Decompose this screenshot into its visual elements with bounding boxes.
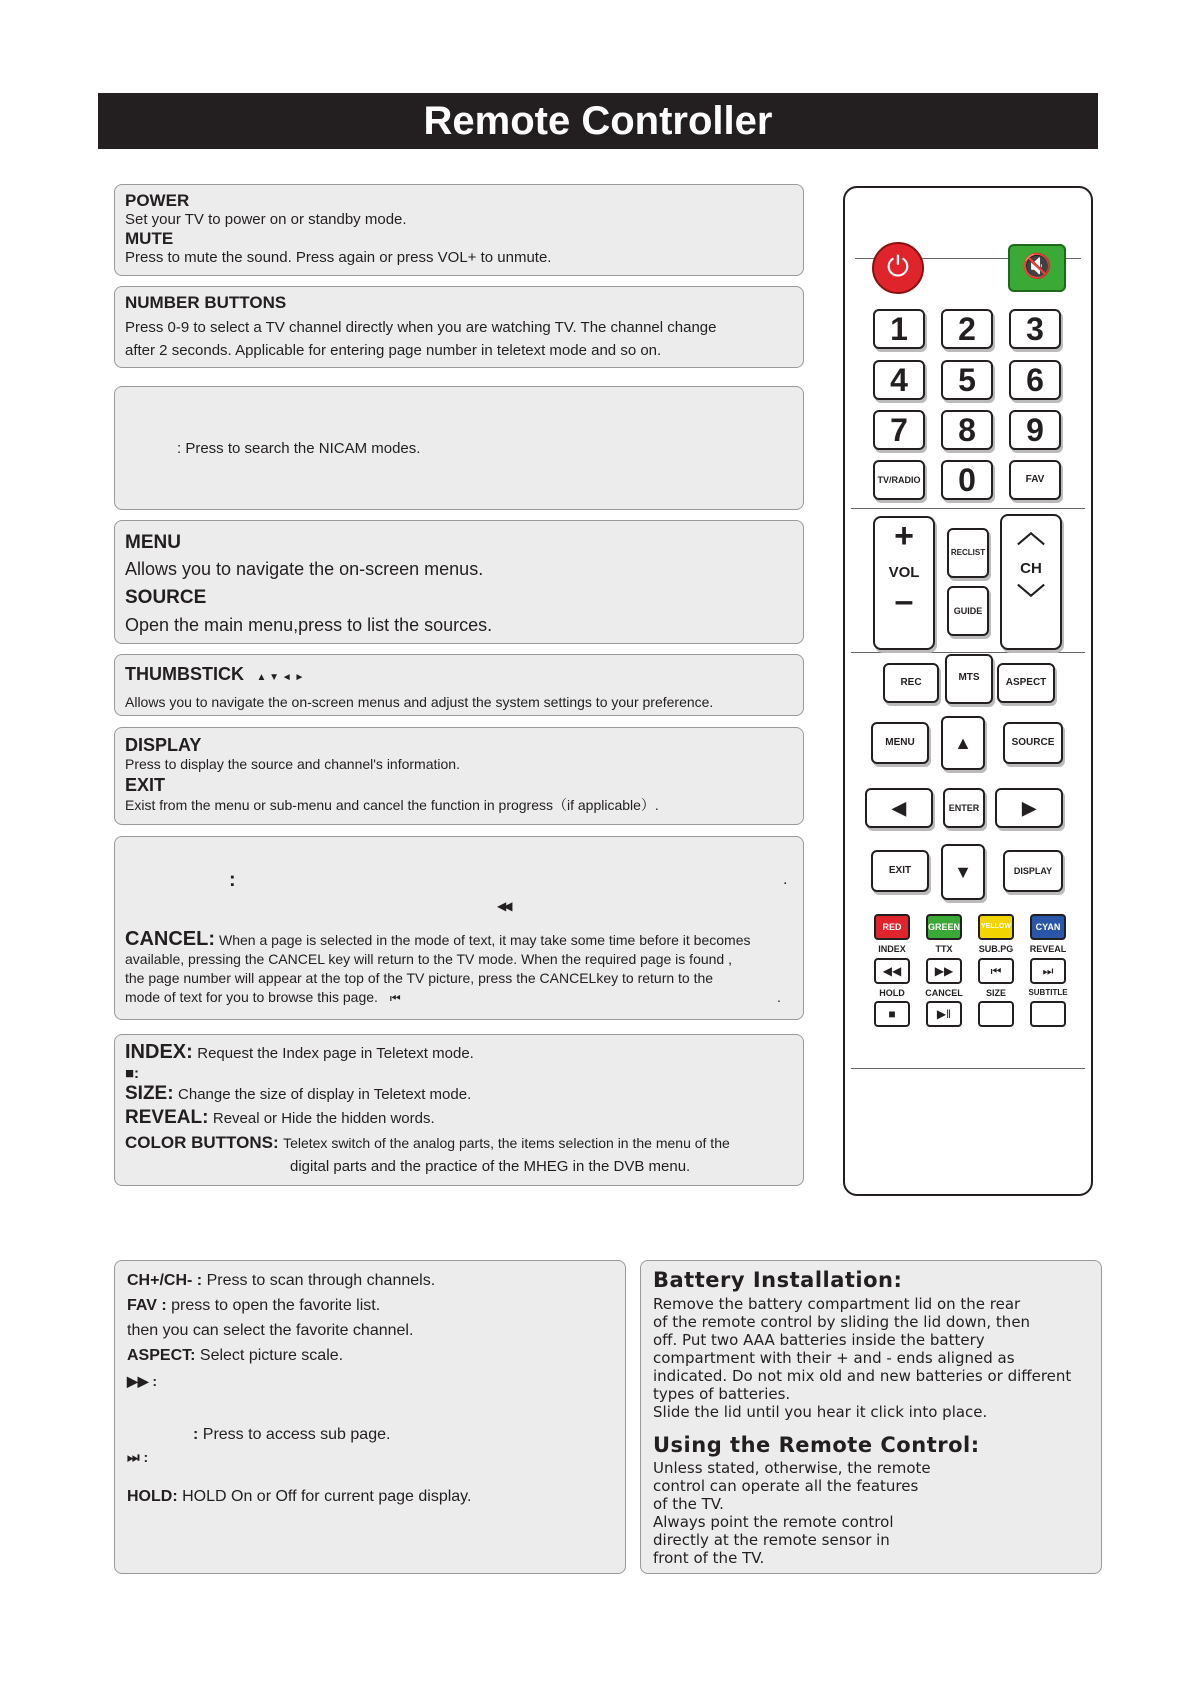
page-title: Remote Controller	[98, 93, 1098, 149]
remote-control	[843, 186, 1093, 1196]
cancel-text-1: When a page is selected in the mode of text, it may take some time before it becomes	[219, 932, 751, 948]
num-0-button[interactable]: 0	[941, 460, 993, 500]
nicam-text: : Press to search the NICAM modes.	[177, 440, 421, 457]
num-4-button[interactable]: 4	[873, 360, 925, 400]
green-button[interactable]: GREEN	[926, 914, 962, 940]
reveal-heading: REVEAL:	[125, 1107, 209, 1128]
num-1-button[interactable]: 1	[873, 309, 925, 349]
cancel-line-1	[125, 929, 801, 950]
right-button[interactable]: ▶	[995, 788, 1063, 828]
next-button[interactable]: ⏭	[1030, 958, 1066, 984]
number-text-2: after 2 seconds. Applicable for entering page number in teletext mode and so on.	[125, 342, 662, 359]
guide-button[interactable]: GUIDE	[947, 586, 989, 636]
cancel-label: CANCEL	[925, 988, 963, 998]
power-text: Set your TV to power on or standby mode.	[125, 211, 407, 228]
fast-forward-button[interactable]: ▶▶	[926, 958, 962, 984]
display-text: Press to display the source and channel's information.	[125, 756, 460, 772]
num-2-button[interactable]: 2	[941, 309, 993, 349]
fav-row	[127, 1293, 613, 1319]
aspect-row	[127, 1343, 613, 1369]
thumbstick-text: Allows you to navigate the on-screen menus and adjust the system settings to your preference.	[125, 694, 714, 710]
mts-button[interactable]: MTS	[945, 654, 993, 704]
fav-button[interactable]: FAV	[1009, 460, 1061, 500]
color-text-1: Teletex switch of the analog parts, the items selection in the menu of the	[283, 1135, 730, 1151]
number-heading: NUMBER BUTTONS	[125, 293, 287, 312]
power-heading: POWER	[125, 191, 190, 210]
source-heading: SOURCE	[125, 587, 207, 608]
left-button[interactable]: ◀	[865, 788, 933, 828]
channels-box	[114, 1260, 626, 1574]
stop-icon: ■:	[125, 1065, 140, 1082]
hold-text: HOLD On or Off for current page display.	[182, 1488, 472, 1505]
hold-label: HOLD	[879, 988, 905, 998]
menu-heading: MENU	[125, 532, 181, 553]
battery-line: Remove the battery compartment lid on the rear	[653, 1295, 1021, 1313]
cancel-heading: CANCEL:	[125, 928, 215, 950]
num-3-button[interactable]: 3	[1009, 309, 1061, 349]
cancel-box	[114, 836, 804, 1020]
sub-page-row	[127, 1423, 613, 1447]
red-button[interactable]: RED	[874, 914, 910, 940]
cancel-text-block	[125, 929, 801, 1008]
channel-rocker[interactable]	[1000, 514, 1062, 650]
reclist-button[interactable]: RECLIST	[947, 528, 989, 578]
exit-button[interactable]: EXIT	[871, 850, 929, 892]
fav-text: press to open the favorite list.	[171, 1297, 381, 1314]
up-button[interactable]: ▲	[941, 716, 985, 770]
color-row	[125, 1131, 793, 1156]
mute-text: Press to mute the sound. Press again or press VOL+ to unmute.	[125, 249, 552, 266]
aspect-button[interactable]: ASPECT	[997, 663, 1055, 703]
hold-row	[127, 1485, 613, 1509]
nicam-box	[114, 386, 804, 510]
index-heading: INDEX:	[125, 1041, 193, 1063]
yellow-button[interactable]: YELLOW	[978, 914, 1014, 940]
mute-button[interactable]: 🔇	[1008, 244, 1066, 292]
hold-heading: HOLD:	[127, 1488, 178, 1505]
enter-button[interactable]: ENTER	[943, 788, 985, 828]
battery-line: indicated. Do not mix old and new batteries or different	[653, 1367, 1072, 1385]
num-7-button[interactable]: 7	[873, 410, 925, 450]
sub-page-colon: :	[193, 1426, 199, 1443]
num-6-button[interactable]: 6	[1009, 360, 1061, 400]
color-heading: COLOR BUTTONS:	[125, 1133, 279, 1152]
display-button[interactable]: DISPLAY	[1003, 850, 1063, 892]
thumbstick-arrows: ▲ ▼ ◄ ►	[256, 672, 305, 683]
remote-divider-1	[851, 508, 1085, 509]
battery-line: compartment with their + and - ends aligned as	[653, 1349, 1015, 1367]
using-line: directly at the remote sensor in	[653, 1531, 890, 1549]
cancel-colon: :	[229, 869, 236, 891]
ch-down-icon[interactable]: ﹀	[1016, 583, 1045, 614]
rewind-icon: ◀◀	[497, 899, 510, 913]
using-line: front of the TV.	[653, 1549, 765, 1567]
fast-forward-icon: ▶▶ :	[127, 1373, 158, 1389]
aspect-heading: ASPECT:	[127, 1347, 196, 1364]
size-label: SIZE	[985, 988, 1006, 998]
tv-radio-button[interactable]: TV/RADIO	[873, 460, 925, 500]
number-buttons-box	[114, 286, 804, 368]
size-heading: SIZE:	[125, 1083, 174, 1104]
vol-down-icon[interactable]: –	[894, 582, 914, 620]
fav-heading: FAV :	[127, 1297, 167, 1314]
num-8-button[interactable]: 8	[941, 410, 993, 450]
battery-text	[653, 1295, 1089, 1421]
thumbstick-heading: THUMBSTICK	[125, 664, 244, 684]
cancel-line-4	[125, 988, 801, 1008]
ch-row	[127, 1269, 613, 1293]
battery-line: off. Put two AAA batteries inside the battery	[653, 1331, 985, 1349]
remote-divider-2	[851, 652, 1085, 653]
subtitle-label: SUBTITLE	[1028, 988, 1068, 997]
number-text-1: Press 0-9 to select a TV channel directly when you are watching TV. The channel change	[125, 319, 717, 336]
mute-heading: MUTE	[125, 229, 174, 248]
num-5-button[interactable]: 5	[941, 360, 993, 400]
menu-source-box	[114, 520, 804, 644]
next-icon: ⏭ :	[127, 1449, 149, 1465]
source-text: Open the main menu,press to list the sources.	[125, 615, 493, 635]
cancel-period-2: .	[777, 989, 781, 1005]
rec-button[interactable]: REC	[883, 663, 939, 703]
rewind-button[interactable]: ◀◀	[874, 958, 910, 984]
size-button[interactable]	[978, 1001, 1014, 1027]
exit-text: Exist from the menu or sub-menu and cancel the function in progress（if applicable）.	[125, 797, 659, 813]
index-text: Request the Index page in Teletext mode.	[197, 1045, 474, 1062]
menu-button[interactable]: MENU	[871, 722, 929, 764]
battery-box	[640, 1260, 1102, 1574]
cancel-text-2: available, pressing the CANCEL key will return to the TV mode. When the required page is found ,	[125, 951, 732, 967]
battery-line: Slide the lid until you hear it click into place.	[653, 1403, 988, 1421]
subtitle-button[interactable]	[1030, 1001, 1066, 1027]
ch-heading: CH+/CH- :	[127, 1272, 203, 1289]
vol-label: VOL	[888, 564, 920, 581]
using-line: of the TV.	[653, 1495, 724, 1513]
power-button[interactable]: ⏻	[872, 242, 924, 294]
remote-divider-3	[851, 1068, 1085, 1069]
ttx-label: TTX	[935, 944, 953, 954]
ch-text: Press to scan through channels.	[206, 1272, 436, 1289]
using-line: control can operate all the features	[653, 1477, 919, 1495]
reveal-row	[125, 1106, 793, 1131]
down-button[interactable]: ▼	[941, 844, 985, 900]
battery-line: of the remote control by sliding the lid down, then	[653, 1313, 1031, 1331]
battery-heading: Battery Installation:	[653, 1268, 903, 1292]
sub-page-text: Press to access sub page.	[202, 1426, 391, 1443]
thumbstick-box	[114, 654, 804, 716]
battery-line: types of batteries.	[653, 1385, 791, 1403]
subpg-label: SUB.PG	[978, 944, 1014, 954]
num-9-button[interactable]: 9	[1009, 410, 1061, 450]
cancel-text-4: mode of text for you to browse this page.	[125, 989, 378, 1005]
using-text	[653, 1459, 1089, 1567]
power-mute-box	[114, 184, 804, 276]
ch-label: CH	[1020, 560, 1042, 577]
fav-text-2: then you can select the favorite channel.	[127, 1322, 414, 1339]
vol-up-icon[interactable]: +	[894, 517, 914, 555]
display-heading: DISPLAY	[125, 735, 202, 755]
play-pause-button[interactable]: ▶‖	[926, 1001, 962, 1027]
color-text-2: digital parts and the practice of the MHEG in the DVB menu.	[290, 1158, 691, 1175]
aspect-text: Select picture scale.	[199, 1347, 344, 1364]
display-exit-box	[114, 727, 804, 825]
reveal-label: REVEAL	[1029, 944, 1067, 954]
cancel-period-1: .	[783, 871, 788, 888]
teletext-box	[114, 1034, 804, 1186]
source-button[interactable]: SOURCE	[1003, 722, 1063, 764]
ch-up-icon[interactable]: ︿	[1016, 517, 1045, 548]
volume-rocker[interactable]	[873, 516, 935, 650]
menu-text: Allows you to navigate the on-screen menus.	[125, 559, 484, 579]
size-row	[125, 1083, 793, 1106]
thumbstick-heading-row	[125, 661, 793, 691]
using-heading: Using the Remote Control:	[653, 1433, 980, 1457]
stop-button[interactable]: ■	[874, 1001, 910, 1027]
cyan-button[interactable]: CYAN	[1030, 914, 1066, 940]
cancel-text-3: the page number will appear at the top of the TV picture, press the CANCELkey to return to the	[125, 970, 714, 986]
reveal-text: Reveal or Hide the hidden words.	[212, 1110, 435, 1127]
size-text: Change the size of display in Teletext mode.	[178, 1086, 472, 1103]
index-label: INDEX	[878, 944, 906, 954]
using-line: Unless stated, otherwise, the remote	[653, 1459, 931, 1477]
prev-icon: ⏮	[389, 991, 401, 1005]
exit-heading: EXIT	[125, 775, 166, 795]
index-row	[125, 1041, 793, 1065]
using-line: Always point the remote control	[653, 1513, 894, 1531]
previous-button[interactable]: ⏮	[978, 958, 1014, 984]
